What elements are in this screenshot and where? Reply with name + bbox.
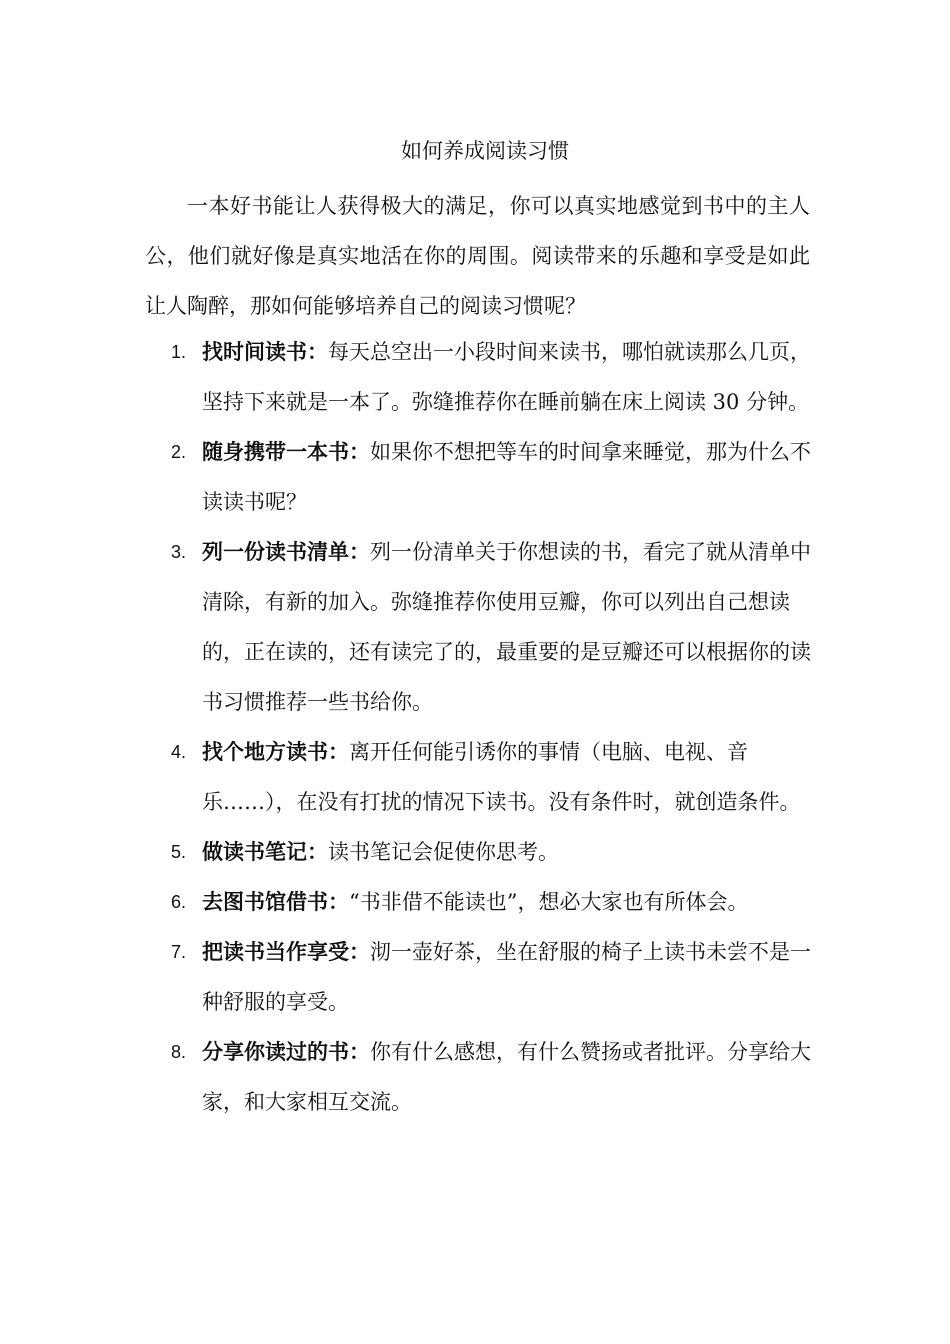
list-item: [145, 327, 815, 427]
item-number: 6.: [171, 892, 187, 912]
list-item: [145, 927, 815, 1027]
item-body: 离开任何能引诱你的事情（电脑、电视、音乐……），在没有打扰的情况下读书。没有条件时，就创造条件。: [202, 740, 801, 814]
list-item: [145, 877, 815, 927]
item-number: 5.: [171, 842, 187, 862]
list-item: [145, 727, 815, 827]
item-body: 每天总空出一小段时间来读书，哪怕就读那么几页，坚持下来就是一本了。弥缝推荐你在睡前躺在床上阅读 30 分钟。: [202, 340, 811, 414]
item-body: 你有什么感想，有什么赞扬或者批评。分享给大家，和大家相互交流。: [202, 1040, 811, 1114]
item-number: 3.: [171, 542, 187, 562]
item-body: 读书笔记会促使你思考。: [328, 840, 559, 864]
document-title: 如何养成阅读习惯: [401, 139, 569, 163]
tips-list: [145, 327, 815, 1127]
list-item: [145, 1027, 815, 1127]
item-number: 8.: [171, 1042, 187, 1062]
item-title: 随身携带一本书：: [202, 440, 370, 464]
item-title: 列一份读书清单：: [202, 540, 370, 564]
item-title: 去图书馆借书：: [202, 890, 349, 914]
item-title: 做读书笔记：: [202, 840, 328, 864]
item-number: 7.: [171, 942, 187, 962]
item-body: “书非借不能读也”，想必大家也有所体会。: [349, 890, 749, 914]
item-number: 1.: [171, 342, 187, 362]
list-item: [145, 827, 815, 877]
list-item: [145, 527, 815, 727]
item-number: 4.: [171, 742, 187, 762]
item-body: 如果你不想把等车的时间拿来睡觉，那为什么不读读书呢？: [202, 440, 811, 514]
item-body: 沏一壶好茶，坐在舒服的椅子上读书未尝不是一种舒服的享受。: [202, 940, 811, 1014]
item-number: 2.: [171, 442, 187, 462]
item-title: 把读书当作享受：: [202, 940, 370, 964]
item-body: 列一份清单关于你想读的书，看完了就从清单中清除，有新的加入。弥缝推荐你使用豆瓣，你可以列出自己想读的，正在读的，还有读完了的，最重要的是豆瓣还可以根据你的读书习惯推荐一些书给你。: [202, 540, 811, 714]
item-title: 找个地方读书：: [202, 740, 349, 764]
list-item: [145, 427, 815, 527]
intro-paragraph: 一本好书能让人获得极大的满足，你可以真实地感觉到书中的主人公，他们就好像是真实地活在你的周围。阅读带来的乐趣和享受是如此让人陶醉，那如何能够培养自己的阅读习惯呢？: [145, 194, 810, 318]
item-title: 找时间读书：: [202, 340, 328, 364]
item-title: 分享你读过的书：: [202, 1040, 370, 1064]
